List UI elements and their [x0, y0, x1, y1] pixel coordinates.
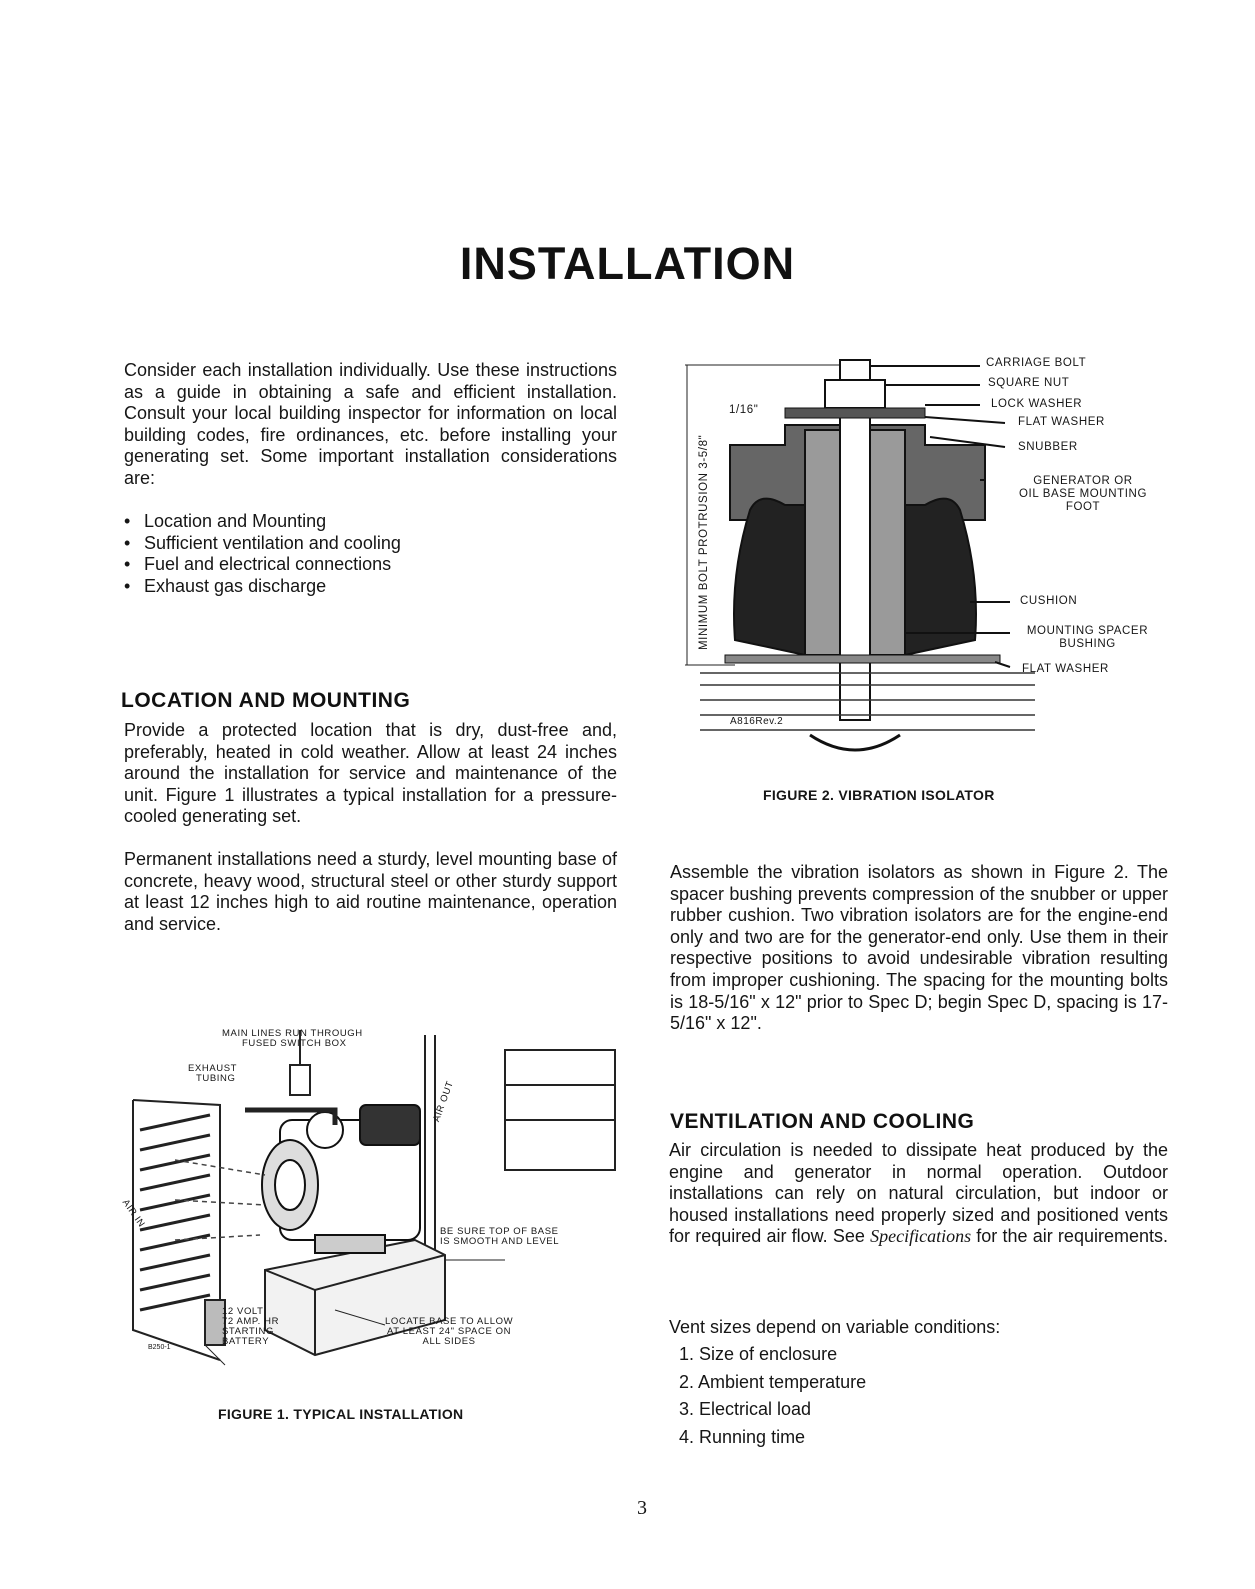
list-item: 2. Ambient temperature: [679, 1371, 867, 1392]
bullet-item: • Sufficient ventilation and cooling: [124, 533, 617, 555]
snubber-label: SNUBBER: [1018, 441, 1078, 453]
location-heading: LOCATION AND MOUNTING: [121, 689, 411, 712]
figure-1-code: B250-1: [148, 1344, 171, 1351]
figure-2-illustration: [675, 355, 1045, 775]
ventilation-paragraph: Air circulation is needed to dissipate heat produced by the engine and generator in normal operation. Outdoor installations can rely on natural circulation, but indoor or housed installations need properly sized and positioned vents for required air flow. See Specifications for the air requirements.: [669, 1140, 1168, 1247]
page-number: 3: [637, 1497, 647, 1519]
spacer-bushing-label: MOUNTING SPACER BUSHING: [1026, 625, 1149, 650]
locate-base-label: LOCATE BASE TO ALLOW AT LEAST 24" SPACE ON ALL SIDES: [385, 1316, 514, 1347]
air-in-label: AIR IN: [119, 1197, 147, 1230]
air-out-label: AIR OUT: [431, 1079, 457, 1124]
bullet-item: • Fuel and electrical connections: [124, 554, 617, 576]
location-paragraph-1: Provide a protected location that is dry, dust-free and, preferably, heated in cold weather. Allow at least 24 inches around the installation for service and maintenance of the unit. Figure 1 illustrates a typical installation for a pressure-cooled generating set.: [124, 720, 617, 827]
mounting-foot-label: GENERATOR OR OIL BASE MOUNTING FOOT: [1019, 475, 1147, 513]
vibration-isolator-drawing: [675, 355, 1045, 775]
flat-washer-bottom-label: FLAT WASHER: [1022, 663, 1109, 675]
exhaust-tubing-label: EXHAUST TUBING: [188, 1063, 238, 1084]
gap-label: 1/16": [729, 404, 759, 416]
list-item: 3. Electrical load: [679, 1399, 812, 1420]
considerations-list: [124, 511, 617, 597]
assemble-paragraph: Assemble the vibration isolators as shown in Figure 2. The spacer bushing prevents compression of the snubber or upper rubber cushion. Two vibration isolators are for the engine-end only and two are for the generator-end only. Use them in their respective positions to avoid undesirable vibration resulting from improper cushioning. The spacing for the mounting bolts is 18-5/16" x 12" prior to Spec D; begin Spec D, spacing is 17-5/16" x 12".: [670, 862, 1168, 1034]
main-lines-label: MAIN LINES RUN THROUGH FUSED SWITCH BOX: [222, 1028, 363, 1049]
battery-label: 12 VOLT 72 AMP. HR STARTING BATTERY: [222, 1306, 280, 1347]
ventilation-heading: VENTILATION AND COOLING: [670, 1110, 975, 1133]
base-level-label: BE SURE TOP OF BASE IS SMOOTH AND LEVEL: [440, 1226, 560, 1247]
list-item: 1. Size of enclosure: [679, 1344, 838, 1364]
location-paragraph-2: Permanent installations need a sturdy, level mounting base of concrete, heavy wood, structural steel or other sturdy support at least 12 inches high to aid routine maintenance, operation and service.: [124, 849, 617, 934]
vent-conditions-list: [679, 1341, 866, 1451]
carriage-bolt-label: CARRIAGE BOLT: [986, 357, 1087, 369]
bullet-item: • Exhaust gas discharge: [124, 576, 617, 598]
figure-2-caption: FIGURE 2. VIBRATION ISOLATOR: [763, 787, 995, 803]
page-title: INSTALLATION: [459, 238, 796, 289]
vent-sizes-intro: Vent sizes depend on variable conditions:: [669, 1317, 1001, 1337]
square-nut-label: SQUARE NUT: [988, 377, 1070, 389]
lock-washer-label: LOCK WASHER: [991, 398, 1083, 410]
specifications-reference: Specifications: [870, 1226, 972, 1247]
bolt-protrusion-label: MINIMUM BOLT PROTRUSION 3-5/8": [698, 434, 710, 650]
cushion-label: CUSHION: [1020, 595, 1078, 607]
figure-2-code: A816Rev.2: [730, 716, 784, 727]
bullet-item: • Location and Mounting: [124, 511, 617, 533]
list-item: 4. Running time: [679, 1426, 806, 1447]
intro-paragraph: Consider each installation individually. Use these instructions as a guide in obtaining a safe and efficient installation. Consult your local building inspector for information on local building codes, fire ordinances, etc. before installing your generating set. Some important installation considerations are:: [124, 360, 617, 488]
figure-1-caption: FIGURE 1. TYPICAL INSTALLATION: [218, 1406, 464, 1422]
flat-washer-top-label: FLAT WASHER: [1018, 416, 1105, 428]
